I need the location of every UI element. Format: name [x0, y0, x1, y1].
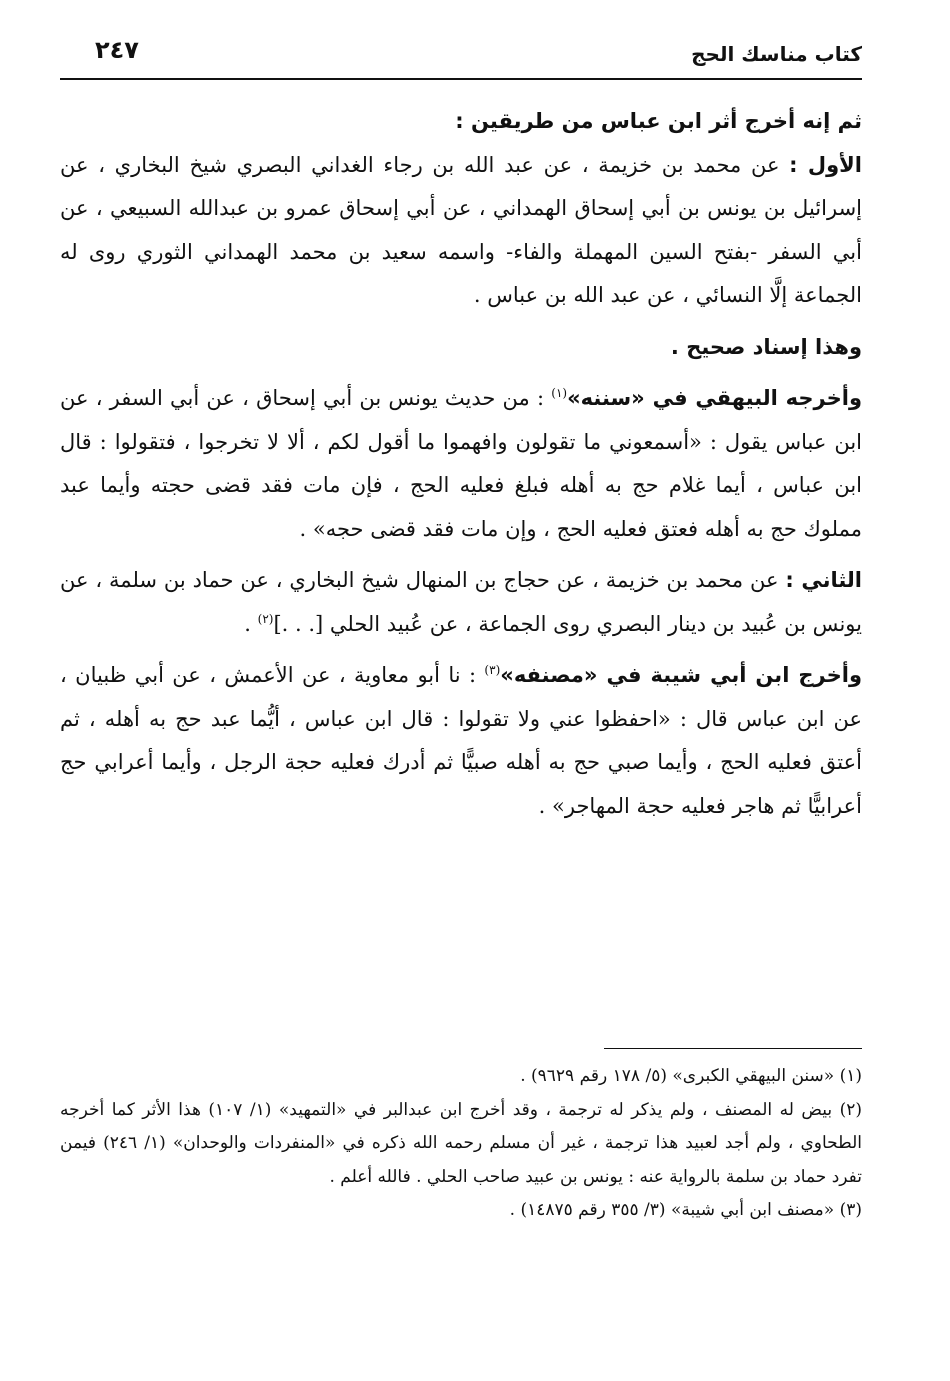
- footnote-1: (١) «سنن البيهقي الكبرى» (٥/ ١٧٨ رقم ٩٦٢٩) .: [520, 1066, 862, 1086]
- running-title: كتاب مناسك الحج: [691, 42, 862, 66]
- paragraph-text: : من حديث يونس بن أبي إسحاق ، عن أبي السفر ، عن ابن عباس يقول : «أسمعوني ما تقولون وافهموا ما أقول لكم ، ألا لا تخرجوا ، فتقولوا : قال ابن عباس ، أيما غلام حج به أهله فبلغ فعليه الحج ، فإن مات فقد قضى حجته وأيما عبد مملوك حج به أهله فعتق فعليه الحج ، وإن مات فقد قضى حجه» .: [60, 386, 862, 541]
- book-page: [60, 0, 862, 1381]
- page-number: ٢٤٧: [95, 36, 139, 64]
- paragraph-lead: وأخرج ابن أبي شيبة في «مصنفه»: [500, 663, 862, 687]
- paragraph-text: : نا أبو معاوية ، عن الأعمش ، عن أبي ظبيان ، عن ابن عباس قال : «احفظوا عني ولا تقولوا : قال ابن عباس ، أيُّما عبد حج به أهله ، ثم أعتق فعليه الحج ، وأيما صبي حج به أهله صبيًّا ثم أدرك فعليه حجة الرجل ، وأيما أعرابي حج أعرابيًّا ثم هاجر فعليه حجة المهاجر» .: [60, 663, 862, 818]
- isnad-verdict: وهذا إسناد صحيح .: [670, 334, 862, 359]
- footnote-separator: [604, 1048, 862, 1049]
- paragraph-lead: وأخرجه البيهقي في «سننه»: [567, 386, 862, 410]
- paragraph-first-route: [60, 144, 862, 318]
- paragraph-text: عن محمد بن خزيمة ، عن عبد الله بن رجاء الغداني البصري شيخ البخاري ، عن إسرائيل بن يونس بن أبي إسحاق الهمداني ، عن أبي إسحاق عمرو بن عبدالله السبيعي ، عن أبي السفر -بفتح السين المهملة والفاء- واسمه سعيد بن محمد الهمداني الثوري روى له الجماعة إلَّا النسائي ، عن عبد الله بن عباس .: [60, 152, 862, 307]
- paragraph-bayhaqi: [60, 377, 862, 551]
- footnote-ref: (٣): [484, 663, 501, 677]
- main-text: [60, 100, 862, 828]
- section-heading: ثم إنه أخرج أثر ابن عباس من طريقين :: [455, 109, 862, 133]
- footnote-ref: (٢): [257, 611, 274, 626]
- paragraph-second-route: [60, 559, 862, 646]
- footnote-3: (٣) «مصنف ابن أبي شيبة» (٣/ ٣٥٥ رقم ١٤٨٧٥) .: [509, 1200, 862, 1220]
- footnote-2: (٢) بيض له المصنف ، ولم يذكر له ترجمة ، وقد أخرج ابن عبدالبر في «التمهيد» (١/ ١٠٧) هذا الأثر كما أخرجه الطحاوي ، ولم أجد لعبيد هذا ترجمة ، غير أن مسلم رحمه الله ذكره في «المنفردات والوحدان» (١/ ٢٤٦) فيمن تفرد حماد بن سلمة بالرواية عنه : يونس بن عبيد صاحب الحلي . فالله أعلم .: [60, 1099, 863, 1187]
- paragraph-lead: الثاني :: [785, 568, 862, 592]
- paragraph-text: عن محمد بن خزيمة ، عن حجاج بن المنهال شيخ البخاري ، عن حماد بن سلمة ، عن يونس بن عُبيد بن دينار البصري روى الجماعة ، عن عُبيد الحلي [. . .]: [60, 568, 862, 636]
- paragraph-end: .: [244, 611, 258, 636]
- footnotes: [60, 1060, 862, 1228]
- paragraph-lead: الأول :: [789, 152, 862, 177]
- footnote-ref: (١): [551, 386, 568, 400]
- paragraph-ibn-abi-shayba: [60, 654, 862, 828]
- header-rule: [60, 78, 862, 80]
- page-header: [60, 36, 862, 76]
